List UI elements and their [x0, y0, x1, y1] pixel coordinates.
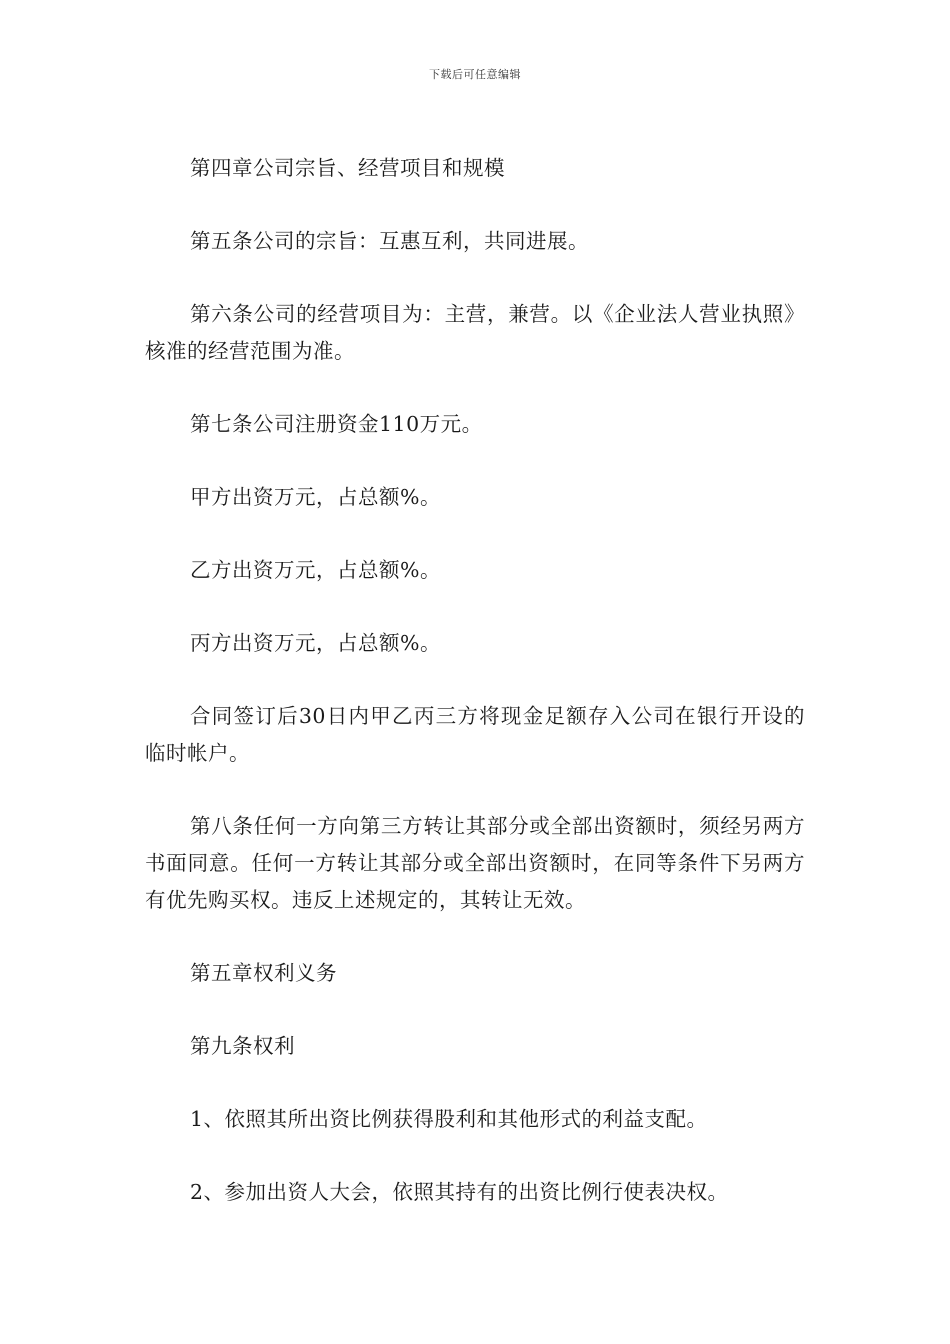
right-item-2: 2、参加出资人大会，依照其持有的出资比例行使表决权。 — [190, 1180, 729, 1204]
article-9: 第九条权利 — [190, 1034, 295, 1058]
party-c-contribution: 丙方出资万元，占总额%。 — [190, 631, 441, 655]
article-8: 第八条任何一方向第三方转让其部分或全部出资额时，须经另两方书面同意。任何一方转让其部分或全部出资额时，在同等条件下另两方有优先购买权。违反上述规定的，其转让无效。 — [145, 814, 805, 912]
party-b-contribution: 乙方出资万元，占总额%。 — [190, 558, 441, 582]
header-note: 下载后可任意编辑 — [429, 68, 521, 81]
chapter-4-heading: 第四章公司宗旨、经营项目和规模 — [190, 156, 505, 180]
party-a-contribution: 甲方出资万元，占总额%。 — [190, 485, 441, 509]
article-7: 第七条公司注册资金110万元。 — [190, 412, 483, 436]
article-6: 第六条公司的经营项目为：主营，兼营。以《企业法人营业执照》核准的经营范围为准。 — [145, 302, 805, 363]
right-item-1: 1、依照其所出资比例获得股利和其他形式的利益支配。 — [190, 1107, 708, 1131]
document-body — [145, 150, 805, 1211]
deposit-clause: 合同签订后30日内甲乙丙三方将现金足额存入公司在银行开设的临时帐户。 — [145, 704, 805, 765]
article-5: 第五条公司的宗旨：互惠互利，共同进展。 — [190, 229, 589, 253]
chapter-5-heading: 第五章权利义务 — [190, 961, 337, 985]
